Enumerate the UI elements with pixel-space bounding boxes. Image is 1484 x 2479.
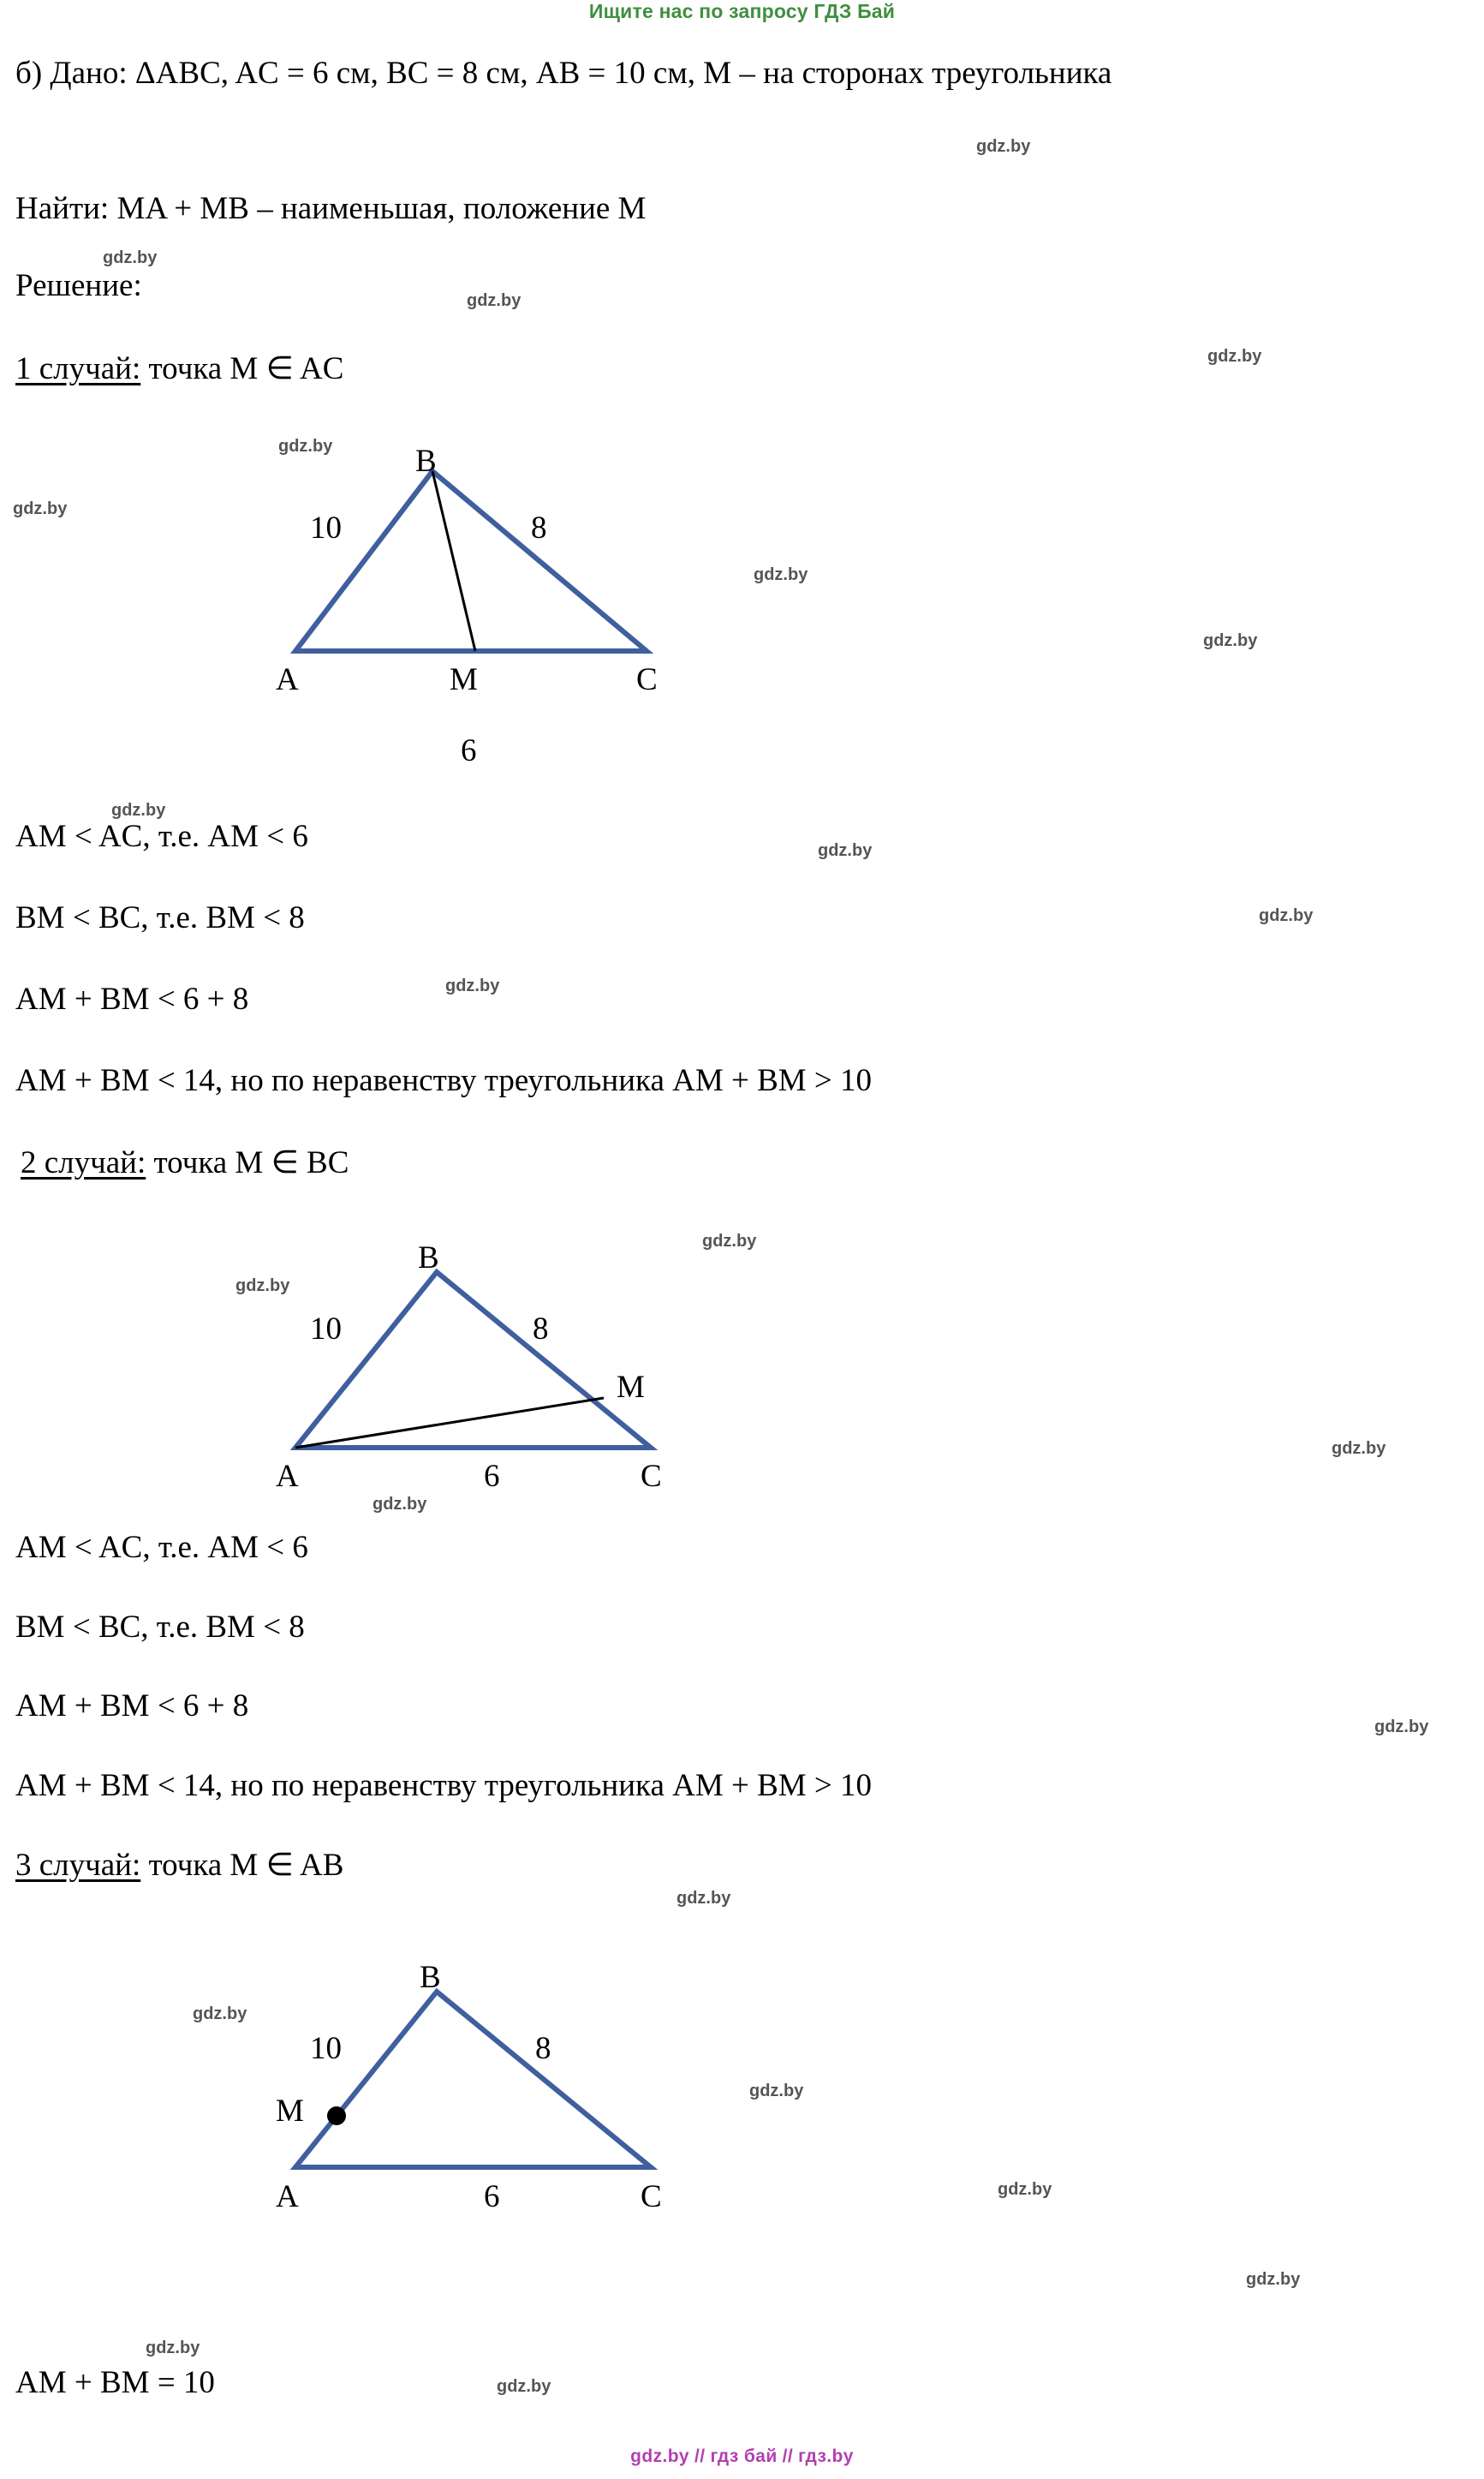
side-label-bc-case3: 8 [535,2031,551,2066]
watermark: gdz.by [1332,1439,1386,1458]
watermark: gdz.by [278,437,333,456]
case3-heading-rest: точка M ∈ AB [140,1848,344,1883]
side-label-ac-case1: 6 [461,733,477,768]
case2-line-2: BM < BC, т.е. BM < 8 [15,1610,305,1645]
vertex-label-c-case1: C [636,662,658,697]
footer-sep-2: // [782,2446,794,2466]
figure-case2 [257,1216,771,1495]
watermark: gdz.by [193,2004,247,2023]
watermark: gdz.by [676,1889,731,1908]
vertex-label-a-case1: A [276,662,299,697]
vertex-label-c-case2: C [641,1459,662,1494]
footer-sep-1: // [694,2446,706,2466]
watermark: gdz.by [13,499,68,518]
top-banner: Ищите нас по запросу ГДЗ Бай [588,0,896,22]
vertex-label-a-case3: A [276,2179,299,2214]
watermark: gdz.by [1203,631,1258,650]
side-label-ac-case2: 6 [484,1459,500,1494]
case1-heading-underlined: 1 случай: [15,351,141,386]
case1-line-2: BM < BC, т.е. BM < 8 [15,900,305,935]
case2-line-4: AM + BM < 14, но по неравенству треугольника AM + BM > 10 [15,1768,873,1803]
side-label-ac-case3: 6 [484,2179,500,2214]
watermark: gdz.by [497,2377,551,2396]
case1-line-1: AM < AC, т.е. AM < 6 [15,819,308,854]
watermark: gdz.by [146,2339,200,2357]
vertex-label-a-case2: A [276,1459,299,1494]
watermark: gdz.by [702,1232,757,1251]
given-statement: б) Дано: ΔABC, AC = 6 см, BC = 8 см, AB = 10 см, M – на сторонах треугольника [15,56,1112,91]
case3-heading [15,1846,343,1884]
point-label-m-case3: M [276,2094,304,2129]
side-label-ab-case1: 10 [310,511,342,546]
figure-case2-svg [257,1216,771,1490]
find-statement: Найти: MA + MB – наименьшая, положение M [15,191,647,226]
watermark: gdz.by [818,841,873,860]
watermark: gdz.by [998,2180,1052,2199]
case3-heading-underlined: 3 случай: [15,1848,141,1883]
watermark: gdz.by [1246,2270,1301,2289]
watermark: gdz.by [235,1276,290,1295]
watermark: gdz.by [103,248,158,267]
watermark: gdz.by [111,801,166,820]
footer-banner [0,2446,1484,2467]
case2-heading [21,1144,349,1181]
figure-case1-svg [257,428,771,711]
side-label-bc-case1: 8 [531,511,547,546]
case2-line-1: AM < AC, т.е. AM < 6 [15,1530,308,1565]
figure-case1 [257,428,771,768]
vertex-label-b-case2: B [418,1240,439,1275]
point-label-m-case1: M [450,662,478,697]
case2-line-3: AM + BM < 6 + 8 [15,1688,249,1723]
watermark: gdz.by [754,565,808,584]
case1-line-4: AM + BM < 14, но по неравенству треугольника AM + BM > 10 [15,1063,873,1098]
vertex-label-b-case3: B [420,1960,441,1995]
case2-heading-underlined: 2 случай: [21,1145,146,1180]
triangle-abc-case2 [295,1272,651,1448]
point-label-m-case2: M [617,1370,645,1405]
vertex-label-b-case1: B [415,444,437,479]
side-label-ab-case3: 10 [310,2031,342,2066]
figure-case3-svg [257,1932,771,2214]
watermark: gdz.by [445,977,500,995]
watermark: gdz.by [1259,906,1314,925]
watermark: gdz.by [1374,1717,1429,1736]
case2-heading-rest: точка M ∈ BC [146,1145,349,1180]
side-label-ab-case2: 10 [310,1311,342,1347]
side-label-bc-case2: 8 [533,1311,549,1347]
case1-line-3: AM + BM < 6 + 8 [15,982,249,1017]
watermark: gdz.by [749,2082,804,2100]
case1-heading-rest: точка M ∈ AC [140,351,344,386]
segment-am-case2 [295,1398,604,1448]
case1-heading [15,349,343,387]
solution-label: Решение: [15,268,142,303]
watermark: gdz.by [1207,347,1262,366]
triangle-abc-case1 [295,471,647,651]
vertex-label-c-case3: C [641,2179,662,2214]
segment-bm-case1 [432,471,475,651]
footer-part-1: gdz.by [630,2446,690,2466]
watermark: gdz.by [372,1495,427,1514]
footer-part-3: гдз.by [798,2446,854,2466]
case3-line-1: AM + BM = 10 [15,2365,215,2400]
triangle-abc-case3 [295,1992,651,2167]
watermark: gdz.by [467,291,521,310]
figure-case3 [257,1932,771,2219]
footer-part-2: гдз бай [710,2446,778,2466]
watermark: gdz.by [976,137,1031,156]
point-marker-m-case3 [327,2106,346,2125]
